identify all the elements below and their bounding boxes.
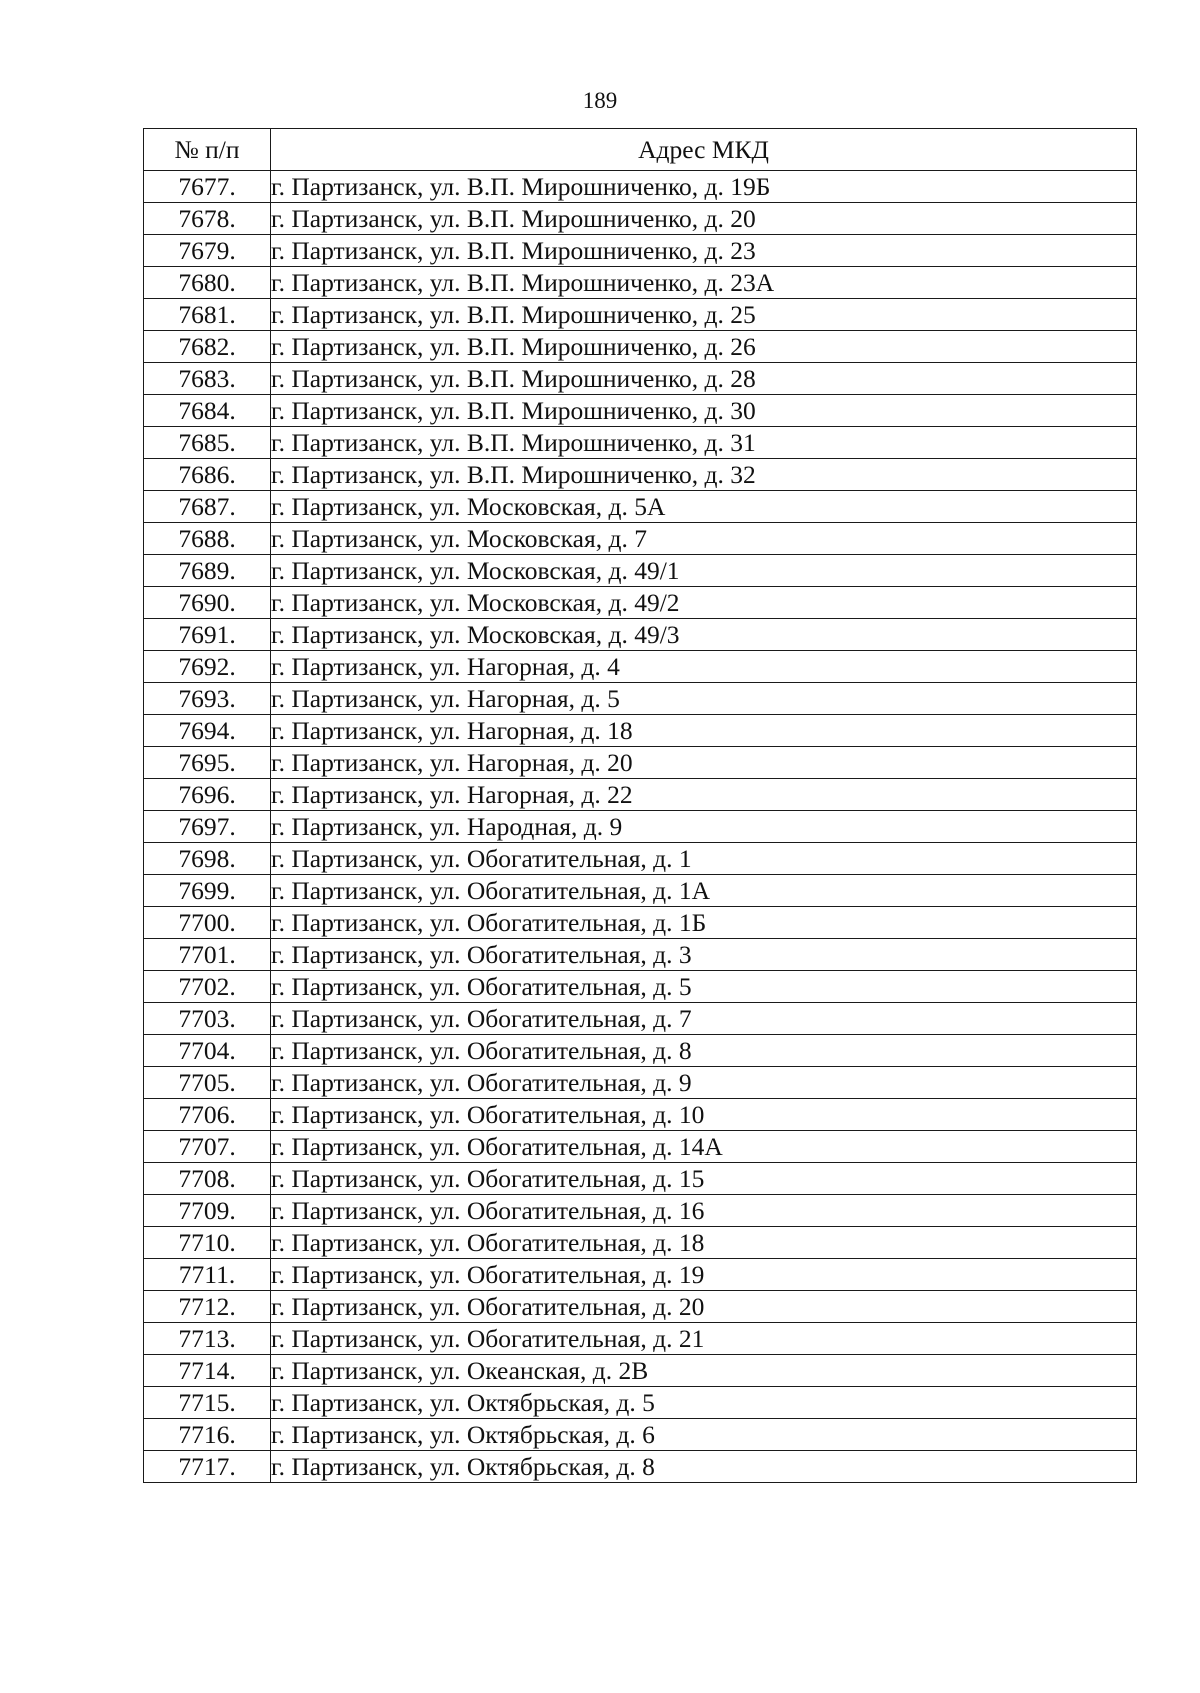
table-row <box>144 523 1137 555</box>
row-number: 7716. <box>144 1419 271 1451</box>
table-row <box>144 395 1137 427</box>
row-number: 7682. <box>144 331 271 363</box>
row-number: 7687. <box>144 491 271 523</box>
table-row <box>144 811 1137 843</box>
table-row <box>144 171 1137 203</box>
table-row <box>144 1067 1137 1099</box>
row-address: г. Партизанск, ул. Обогатительная, д. 15 <box>271 1163 1137 1195</box>
row-address: г. Партизанск, ул. В.П. Мирошниченко, д. 23А <box>271 267 1137 299</box>
row-address: г. Партизанск, ул. Обогатительная, д. 1А <box>271 875 1137 907</box>
row-address: г. Партизанск, ул. Обогатительная, д. 1Б <box>271 907 1137 939</box>
row-address: г. Партизанск, ул. В.П. Мирошниченко, д. 31 <box>271 427 1137 459</box>
row-address: г. Партизанск, ул. Московская, д. 49/2 <box>271 587 1137 619</box>
table-row <box>144 683 1137 715</box>
row-number: 7681. <box>144 299 271 331</box>
row-number: 7714. <box>144 1355 271 1387</box>
row-address: г. Партизанск, ул. Океанская, д. 2В <box>271 1355 1137 1387</box>
table-body <box>144 171 1137 1483</box>
row-address: г. Партизанск, ул. В.П. Мирошниченко, д. 26 <box>271 331 1137 363</box>
table-row <box>144 1259 1137 1291</box>
row-number: 7683. <box>144 363 271 395</box>
row-address: г. Партизанск, ул. Московская, д. 7 <box>271 523 1137 555</box>
table-row <box>144 1323 1137 1355</box>
table-row <box>144 491 1137 523</box>
table-row <box>144 747 1137 779</box>
row-number: 7709. <box>144 1195 271 1227</box>
row-address: г. Партизанск, ул. Обогатительная, д. 9 <box>271 1067 1137 1099</box>
row-number: 7713. <box>144 1323 271 1355</box>
table-row <box>144 267 1137 299</box>
row-number: 7688. <box>144 523 271 555</box>
row-address: г. Партизанск, ул. Обогатительная, д. 1 <box>271 843 1137 875</box>
row-number: 7695. <box>144 747 271 779</box>
row-address: г. Партизанск, ул. Обогатительная, д. 16 <box>271 1195 1137 1227</box>
table-header <box>144 129 1137 171</box>
table-row <box>144 363 1137 395</box>
header-address: Адрес МКД <box>271 129 1137 171</box>
table-row <box>144 1195 1137 1227</box>
row-number: 7679. <box>144 235 271 267</box>
row-number: 7697. <box>144 811 271 843</box>
row-address: г. Партизанск, ул. Обогатительная, д. 21 <box>271 1323 1137 1355</box>
row-address: г. Партизанск, ул. В.П. Мирошниченко, д. 30 <box>271 395 1137 427</box>
row-number: 7707. <box>144 1131 271 1163</box>
row-number: 7690. <box>144 587 271 619</box>
table-row <box>144 843 1137 875</box>
table-row <box>144 939 1137 971</box>
row-address: г. Партизанск, ул. Нагорная, д. 4 <box>271 651 1137 683</box>
row-number: 7685. <box>144 427 271 459</box>
row-number: 7699. <box>144 875 271 907</box>
row-address: г. Партизанск, ул. Октябрьская, д. 8 <box>271 1451 1137 1483</box>
row-number: 7711. <box>144 1259 271 1291</box>
table-row <box>144 331 1137 363</box>
row-address: г. Партизанск, ул. Народная, д. 9 <box>271 811 1137 843</box>
table-row <box>144 1355 1137 1387</box>
table-row <box>144 1227 1137 1259</box>
row-address: г. Партизанск, ул. Московская, д. 49/1 <box>271 555 1137 587</box>
row-address: г. Партизанск, ул. Московская, д. 5А <box>271 491 1137 523</box>
row-number: 7715. <box>144 1387 271 1419</box>
row-address: г. Партизанск, ул. В.П. Мирошниченко, д. 20 <box>271 203 1137 235</box>
table-row <box>144 587 1137 619</box>
row-address: г. Партизанск, ул. В.П. Мирошниченко, д. 28 <box>271 363 1137 395</box>
row-number: 7717. <box>144 1451 271 1483</box>
row-number: 7689. <box>144 555 271 587</box>
row-number: 7708. <box>144 1163 271 1195</box>
row-number: 7680. <box>144 267 271 299</box>
table-row <box>144 1419 1137 1451</box>
table-row <box>144 1035 1137 1067</box>
row-address: г. Партизанск, ул. Обогатительная, д. 8 <box>271 1035 1137 1067</box>
row-address: г. Партизанск, ул. Октябрьская, д. 5 <box>271 1387 1137 1419</box>
row-address: г. Партизанск, ул. Обогатительная, д. 19 <box>271 1259 1137 1291</box>
table-row <box>144 779 1137 811</box>
row-number: 7691. <box>144 619 271 651</box>
table-row <box>144 427 1137 459</box>
page-number: 189 <box>582 88 618 113</box>
header-number: № п/п <box>144 129 271 171</box>
row-address: г. Партизанск, ул. Нагорная, д. 22 <box>271 779 1137 811</box>
row-number: 7700. <box>144 907 271 939</box>
row-number: 7693. <box>144 683 271 715</box>
row-number: 7701. <box>144 939 271 971</box>
address-table <box>143 128 1137 1483</box>
row-number: 7677. <box>144 171 271 203</box>
row-number: 7692. <box>144 651 271 683</box>
row-number: 7706. <box>144 1099 271 1131</box>
row-address: г. Партизанск, ул. В.П. Мирошниченко, д. 25 <box>271 299 1137 331</box>
row-number: 7710. <box>144 1227 271 1259</box>
table-row <box>144 875 1137 907</box>
row-number: 7698. <box>144 843 271 875</box>
row-address: г. Партизанск, ул. В.П. Мирошниченко, д. 32 <box>271 459 1137 491</box>
table-row <box>144 1131 1137 1163</box>
table-row <box>144 1291 1137 1323</box>
table-row <box>144 1387 1137 1419</box>
row-address: г. Партизанск, ул. Обогатительная, д. 7 <box>271 1003 1137 1035</box>
table-row <box>144 555 1137 587</box>
row-number: 7696. <box>144 779 271 811</box>
row-address: г. Партизанск, ул. Октябрьская, д. 6 <box>271 1419 1137 1451</box>
row-address: г. Партизанск, ул. Московская, д. 49/3 <box>271 619 1137 651</box>
row-address: г. Партизанск, ул. В.П. Мирошниченко, д. 23 <box>271 235 1137 267</box>
row-number: 7704. <box>144 1035 271 1067</box>
table-row <box>144 619 1137 651</box>
row-number: 7694. <box>144 715 271 747</box>
table-row <box>144 971 1137 1003</box>
table-row <box>144 1003 1137 1035</box>
table-row <box>144 651 1137 683</box>
table-row <box>144 299 1137 331</box>
row-number: 7684. <box>144 395 271 427</box>
table-row <box>144 1451 1137 1483</box>
row-address: г. Партизанск, ул. Нагорная, д. 5 <box>271 683 1137 715</box>
row-number: 7703. <box>144 1003 271 1035</box>
row-address: г. Партизанск, ул. Обогатительная, д. 5 <box>271 971 1137 1003</box>
row-address: г. Партизанск, ул. Нагорная, д. 20 <box>271 747 1137 779</box>
table-row <box>144 1099 1137 1131</box>
row-number: 7712. <box>144 1291 271 1323</box>
row-address: г. Партизанск, ул. Обогатительная, д. 18 <box>271 1227 1137 1259</box>
table-row <box>144 459 1137 491</box>
row-number: 7702. <box>144 971 271 1003</box>
row-number: 7686. <box>144 459 271 491</box>
table-row <box>144 907 1137 939</box>
row-address: г. Партизанск, ул. Нагорная, д. 18 <box>271 715 1137 747</box>
row-number: 7678. <box>144 203 271 235</box>
row-address: г. Партизанск, ул. В.П. Мирошниченко, д. 19Б <box>271 171 1137 203</box>
row-address: г. Партизанск, ул. Обогатительная, д. 3 <box>271 939 1137 971</box>
table-row <box>144 235 1137 267</box>
table-row <box>144 203 1137 235</box>
header-row <box>144 129 1137 171</box>
row-address: г. Партизанск, ул. Обогатительная, д. 20 <box>271 1291 1137 1323</box>
table-row <box>144 1163 1137 1195</box>
table-row <box>144 715 1137 747</box>
row-number: 7705. <box>144 1067 271 1099</box>
row-address: г. Партизанск, ул. Обогатительная, д. 14А <box>271 1131 1137 1163</box>
row-address: г. Партизанск, ул. Обогатительная, д. 10 <box>271 1099 1137 1131</box>
